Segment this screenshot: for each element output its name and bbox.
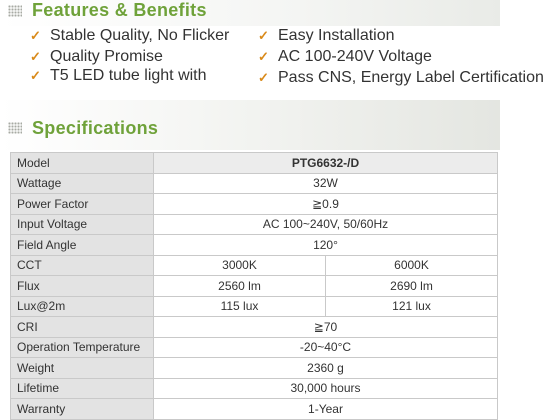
spec-label: Field Angle — [11, 235, 154, 256]
specifications-header — [0, 100, 500, 150]
features-title: Features & Benefits — [32, 0, 207, 20]
spec-label: Model — [11, 153, 154, 174]
spec-label: Operation Temperature — [11, 337, 154, 358]
spec-label: Lux@2m — [11, 296, 154, 317]
table-row — [11, 317, 498, 338]
checkmark-icon: ✓ — [258, 28, 269, 43]
spec-value: ≧70 — [154, 317, 498, 338]
spec-label: CCT — [11, 255, 154, 276]
spec-label: Warranty — [11, 399, 154, 420]
spec-value: -20~40°C — [154, 337, 498, 358]
table-row — [11, 276, 498, 297]
checkmark-icon: ✓ — [30, 68, 41, 83]
checkmark-icon: ✓ — [258, 70, 269, 85]
spec-label: Lifetime — [11, 378, 154, 399]
checkmark-icon: ✓ — [30, 28, 41, 43]
spec-value: PTG6632-/D — [154, 153, 498, 174]
spec-value: 30,000 hours — [154, 378, 498, 399]
table-row — [11, 214, 498, 235]
spec-value: 115 lux — [154, 296, 326, 317]
spec-value: ≧0.9 — [154, 194, 498, 215]
grid-dots-icon — [8, 122, 22, 134]
spec-label: CRI — [11, 317, 154, 338]
spec-label: Weight — [11, 358, 154, 379]
spec-value: 32W — [154, 173, 498, 194]
spec-value: 6000K — [326, 255, 498, 276]
spec-value: 121 lux — [326, 296, 498, 317]
spec-value: 1-Year — [154, 399, 498, 420]
table-row — [11, 358, 498, 379]
grid-dots-icon — [8, 5, 22, 17]
spec-value: 3000K — [154, 255, 326, 276]
table-row — [11, 173, 498, 194]
checkmark-icon: ✓ — [258, 49, 269, 64]
table-row — [11, 235, 498, 256]
table-row — [11, 255, 498, 276]
spec-label: Wattage — [11, 173, 154, 194]
table-row — [11, 296, 498, 317]
spec-value: 120° — [154, 235, 498, 256]
specifications-table — [10, 152, 498, 420]
table-row — [11, 337, 498, 358]
spec-value: AC 100~240V, 50/60Hz — [154, 214, 498, 235]
table-row — [11, 399, 498, 420]
features-header — [0, 0, 500, 26]
spec-label: Power Factor — [11, 194, 154, 215]
table-row — [11, 153, 498, 174]
spec-label: Input Voltage — [11, 214, 154, 235]
specifications-title: Specifications — [32, 118, 159, 138]
spec-value: 2360 g — [154, 358, 498, 379]
table-row — [11, 378, 498, 399]
spec-value: 2690 lm — [326, 276, 498, 297]
spec-label: Flux — [11, 276, 154, 297]
checkmark-icon: ✓ — [30, 49, 41, 64]
table-row — [11, 194, 498, 215]
spec-value: 2560 lm — [154, 276, 326, 297]
